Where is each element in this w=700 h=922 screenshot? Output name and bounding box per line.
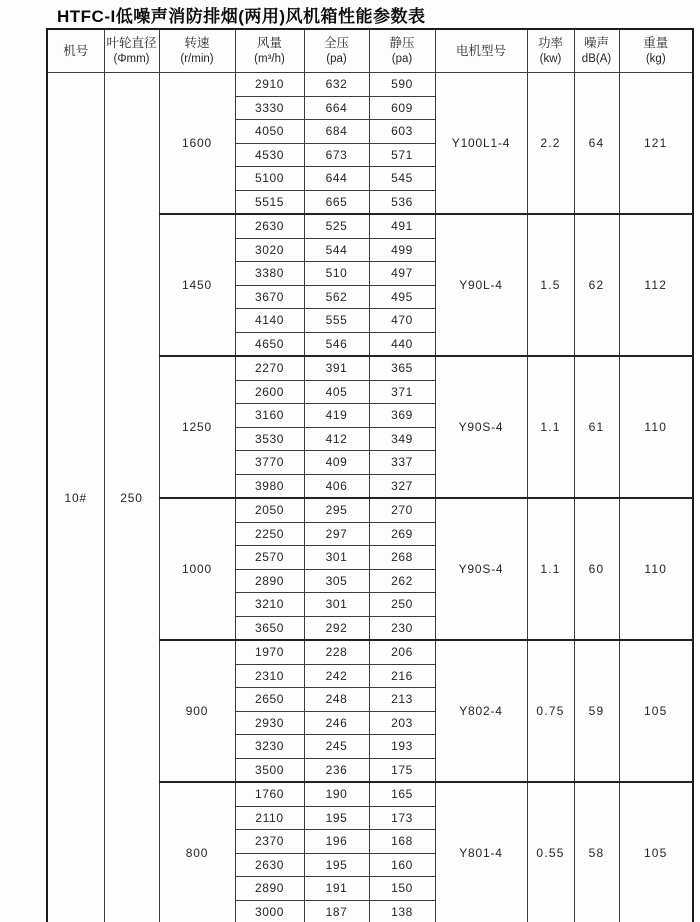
header-label: 功率	[537, 36, 563, 51]
static-pressure-cell: 165	[369, 782, 435, 806]
weight-cell: 110	[619, 356, 693, 498]
header-label: 风量	[256, 36, 282, 51]
total-pressure-cell: 632	[304, 73, 369, 97]
total-pressure-cell: 301	[304, 593, 369, 617]
col-header-machine-no	[47, 29, 104, 73]
total-pressure-cell: 546	[304, 332, 369, 356]
airflow-cell: 1970	[235, 640, 304, 664]
total-pressure-cell: 405	[304, 380, 369, 404]
airflow-cell: 5515	[235, 190, 304, 214]
airflow-cell: 2630	[235, 853, 304, 877]
weight-cell: 110	[619, 498, 693, 640]
header-unit: (kg)	[645, 52, 666, 65]
airflow-cell: 3210	[235, 593, 304, 617]
static-pressure-cell: 365	[369, 356, 435, 380]
total-pressure-cell: 246	[304, 711, 369, 735]
header-unit: (kw)	[539, 52, 562, 65]
speed-cell: 1450	[159, 214, 235, 356]
static-pressure-cell: 206	[369, 640, 435, 664]
total-pressure-cell: 419	[304, 404, 369, 428]
airflow-cell: 3980	[235, 474, 304, 498]
header-unit: (pa)	[326, 52, 347, 65]
static-pressure-cell: 369	[369, 404, 435, 428]
static-pressure-cell: 193	[369, 735, 435, 759]
airflow-cell: 3000	[235, 900, 304, 922]
total-pressure-cell: 644	[304, 167, 369, 191]
static-pressure-cell: 250	[369, 593, 435, 617]
power-cell: 2.2	[527, 73, 574, 215]
noise-cell: 62	[574, 214, 619, 356]
header-label: 噪声	[583, 36, 609, 51]
airflow-cell: 2910	[235, 73, 304, 97]
weight-cell: 121	[619, 73, 693, 215]
weight-cell: 105	[619, 640, 693, 782]
total-pressure-cell: 673	[304, 143, 369, 167]
header-unit: (Φmm)	[113, 52, 150, 65]
airflow-cell: 2050	[235, 498, 304, 522]
machine-no-cell: 10#	[47, 73, 104, 922]
airflow-cell: 4530	[235, 143, 304, 167]
airflow-cell: 3770	[235, 451, 304, 475]
airflow-cell: 3230	[235, 735, 304, 759]
weight-cell: 105	[619, 782, 693, 922]
power-cell: 1.1	[527, 356, 574, 498]
total-pressure-cell: 190	[304, 782, 369, 806]
static-pressure-cell: 269	[369, 522, 435, 546]
static-pressure-cell: 175	[369, 758, 435, 782]
static-pressure-cell: 470	[369, 309, 435, 333]
total-pressure-cell: 245	[304, 735, 369, 759]
airflow-cell: 2930	[235, 711, 304, 735]
static-pressure-cell: 173	[369, 806, 435, 830]
motor-model-cell: Y90S-4	[435, 356, 527, 498]
total-pressure-cell: 228	[304, 640, 369, 664]
power-cell: 1.5	[527, 214, 574, 356]
header-label: 全压	[323, 36, 349, 51]
total-pressure-cell: 295	[304, 498, 369, 522]
motor-model-cell: Y100L1-4	[435, 73, 527, 215]
speed-cell: 1600	[159, 73, 235, 215]
total-pressure-cell: 195	[304, 853, 369, 877]
power-cell: 0.55	[527, 782, 574, 922]
airflow-cell: 2110	[235, 806, 304, 830]
static-pressure-cell: 216	[369, 664, 435, 688]
total-pressure-cell: 196	[304, 830, 369, 854]
static-pressure-cell: 536	[369, 190, 435, 214]
static-pressure-cell: 160	[369, 853, 435, 877]
static-pressure-cell: 262	[369, 569, 435, 593]
col-header-airflow	[235, 29, 304, 73]
airflow-cell: 2890	[235, 569, 304, 593]
total-pressure-cell: 191	[304, 877, 369, 901]
static-pressure-cell: 270	[369, 498, 435, 522]
total-pressure-cell: 525	[304, 214, 369, 238]
airflow-cell: 3020	[235, 238, 304, 262]
header-label: 重量	[643, 36, 669, 51]
airflow-cell: 4050	[235, 120, 304, 144]
airflow-cell: 2600	[235, 380, 304, 404]
static-pressure-cell: 495	[369, 285, 435, 309]
static-pressure-cell: 491	[369, 214, 435, 238]
motor-model-cell: Y90S-4	[435, 498, 527, 640]
static-pressure-cell: 268	[369, 546, 435, 570]
airflow-cell: 4650	[235, 332, 304, 356]
total-pressure-cell: 665	[304, 190, 369, 214]
airflow-cell: 4140	[235, 309, 304, 333]
header-label: 叶轮直径	[106, 36, 157, 51]
col-header-motor-model	[435, 29, 527, 73]
airflow-cell: 3670	[235, 285, 304, 309]
performance-table	[46, 28, 694, 922]
airflow-cell: 3160	[235, 404, 304, 428]
airflow-cell: 2650	[235, 688, 304, 712]
motor-model-cell: Y801-4	[435, 782, 527, 922]
airflow-cell: 2250	[235, 522, 304, 546]
header-label: 转速	[184, 36, 210, 51]
airflow-cell: 2310	[235, 664, 304, 688]
total-pressure-cell: 297	[304, 522, 369, 546]
airflow-cell: 2570	[235, 546, 304, 570]
static-pressure-cell: 371	[369, 380, 435, 404]
noise-cell: 61	[574, 356, 619, 498]
total-pressure-cell: 664	[304, 96, 369, 120]
table-header	[47, 29, 693, 73]
total-pressure-cell: 406	[304, 474, 369, 498]
col-header-weight	[619, 29, 693, 73]
impeller-diameter-cell: 250	[104, 73, 159, 922]
airflow-cell: 2270	[235, 356, 304, 380]
total-pressure-cell: 510	[304, 262, 369, 286]
header-row	[47, 29, 693, 73]
noise-cell: 59	[574, 640, 619, 782]
airflow-cell: 3500	[235, 758, 304, 782]
airflow-cell: 3330	[235, 96, 304, 120]
static-pressure-cell: 497	[369, 262, 435, 286]
airflow-cell: 1760	[235, 782, 304, 806]
static-pressure-cell: 440	[369, 332, 435, 356]
static-pressure-cell: 230	[369, 616, 435, 640]
airflow-cell: 3650	[235, 616, 304, 640]
header-label: 静压	[389, 36, 415, 51]
speed-cell: 800	[159, 782, 235, 922]
noise-cell: 58	[574, 782, 619, 922]
airflow-cell: 5100	[235, 167, 304, 191]
page-title: HTFC-I低噪声消防排烟(两用)风机箱性能参数表	[57, 7, 426, 26]
power-cell: 0.75	[527, 640, 574, 782]
total-pressure-cell: 562	[304, 285, 369, 309]
total-pressure-cell: 242	[304, 664, 369, 688]
airflow-cell: 2890	[235, 877, 304, 901]
airflow-cell: 3530	[235, 427, 304, 451]
total-pressure-cell: 391	[304, 356, 369, 380]
col-header-static-pressure	[369, 29, 435, 73]
total-pressure-cell: 409	[304, 451, 369, 475]
speed-cell: 1000	[159, 498, 235, 640]
speed-cell: 900	[159, 640, 235, 782]
speed-cell: 1250	[159, 356, 235, 498]
total-pressure-cell: 555	[304, 309, 369, 333]
total-pressure-cell: 301	[304, 546, 369, 570]
col-header-speed	[159, 29, 235, 73]
noise-cell: 60	[574, 498, 619, 640]
total-pressure-cell: 248	[304, 688, 369, 712]
header-unit: (m³/h)	[254, 52, 285, 65]
table-row	[47, 73, 693, 97]
col-header-total-pressure	[304, 29, 369, 73]
total-pressure-cell: 684	[304, 120, 369, 144]
motor-model-cell: Y90L-4	[435, 214, 527, 356]
static-pressure-cell: 499	[369, 238, 435, 262]
static-pressure-cell: 138	[369, 900, 435, 922]
header-unit: dB(A)	[581, 52, 612, 65]
header-label: 电机型号	[455, 43, 506, 58]
header-label: 机号	[63, 43, 89, 58]
static-pressure-cell: 327	[369, 474, 435, 498]
static-pressure-cell: 349	[369, 427, 435, 451]
airflow-cell: 2630	[235, 214, 304, 238]
airflow-cell: 2370	[235, 830, 304, 854]
static-pressure-cell: 545	[369, 167, 435, 191]
total-pressure-cell: 236	[304, 758, 369, 782]
static-pressure-cell: 203	[369, 711, 435, 735]
power-cell: 1.1	[527, 498, 574, 640]
total-pressure-cell: 305	[304, 569, 369, 593]
header-unit: (r/min)	[180, 52, 214, 65]
airflow-cell: 3380	[235, 262, 304, 286]
static-pressure-cell: 571	[369, 143, 435, 167]
static-pressure-cell: 150	[369, 877, 435, 901]
noise-cell: 64	[574, 73, 619, 215]
total-pressure-cell: 412	[304, 427, 369, 451]
col-header-noise	[574, 29, 619, 73]
motor-model-cell: Y802-4	[435, 640, 527, 782]
static-pressure-cell: 590	[369, 73, 435, 97]
total-pressure-cell: 187	[304, 900, 369, 922]
total-pressure-cell: 195	[304, 806, 369, 830]
total-pressure-cell: 544	[304, 238, 369, 262]
static-pressure-cell: 337	[369, 451, 435, 475]
weight-cell: 112	[619, 214, 693, 356]
total-pressure-cell: 292	[304, 616, 369, 640]
static-pressure-cell: 168	[369, 830, 435, 854]
static-pressure-cell: 609	[369, 96, 435, 120]
static-pressure-cell: 213	[369, 688, 435, 712]
header-unit: (pa)	[391, 52, 413, 65]
static-pressure-cell: 603	[369, 120, 435, 144]
col-header-impeller-diameter	[104, 29, 159, 73]
col-header-power	[527, 29, 574, 73]
table-body	[47, 73, 693, 922]
